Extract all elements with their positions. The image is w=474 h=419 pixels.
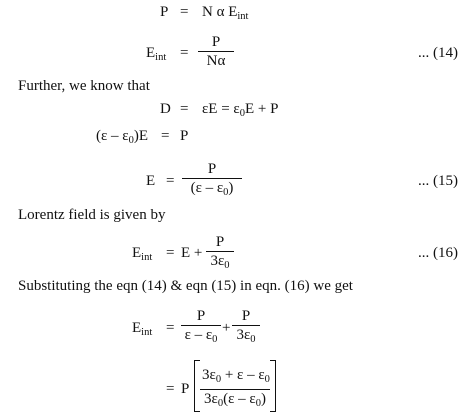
eq16-den-a: 3ε — [210, 253, 225, 269]
eq18-den-sub2: 0 — [255, 398, 261, 409]
rhs-text: N α E — [202, 4, 238, 20]
eq18-numerator — [200, 366, 270, 389]
eq14-number: ... (14) — [418, 45, 458, 61]
eq17-den1-sub: 0 — [212, 334, 218, 345]
eq18-fraction — [200, 366, 270, 413]
eq18-den-b: (ε – ε — [223, 391, 256, 407]
rhs-subscript: int — [237, 11, 249, 22]
eq14-denominator: Nα — [206, 53, 226, 69]
eq14-numerator: P — [211, 34, 221, 50]
eq17-den2-a: 3ε — [236, 327, 251, 343]
eq14-lhs-sub: int — [155, 52, 167, 63]
text-further: Further, we know that — [18, 78, 150, 94]
line3-rhs-b: E + P — [244, 101, 279, 117]
line4-lhs — [96, 128, 148, 146]
eq17-numerator-1: P — [196, 308, 206, 324]
eq18-den-a: 3ε — [204, 391, 218, 407]
eq18-num-sub1: 0 — [215, 374, 222, 385]
eq16-lhs — [132, 245, 152, 263]
eq14-fraction — [198, 33, 234, 70]
eq15-den-sub: 0 — [223, 187, 229, 198]
eq15-number: ... (15) — [418, 173, 458, 189]
eq17-lhs — [132, 320, 152, 338]
eq17-fraction-2 — [232, 307, 260, 349]
eq18-equals: = — [166, 381, 175, 397]
eq18-P: P — [181, 381, 190, 397]
eq14-lhs-text: E — [146, 45, 156, 61]
eq15-numerator: P — [207, 161, 217, 177]
line4-lhs-sub: 0 — [128, 135, 134, 146]
line3-rhs — [202, 101, 278, 119]
line4-equals: = — [161, 128, 170, 144]
equation-line-1 — [160, 4, 168, 21]
right-bracket — [270, 360, 276, 412]
eq17-den2-sub: 0 — [250, 334, 256, 345]
eq16-den-sub: 0 — [224, 260, 230, 271]
eq18-num-a: 3ε — [202, 367, 216, 383]
eq15-denominator — [182, 179, 242, 202]
eq15-fraction — [182, 160, 242, 202]
line3-rhs-sub: 0 — [239, 108, 245, 119]
line4-lhs-a: (ε – ε — [96, 128, 129, 144]
eq15-den-a: (ε – ε — [190, 180, 224, 196]
rhs — [202, 4, 248, 22]
line4-lhs-end: )E — [133, 128, 149, 144]
eq17-fraction-1 — [181, 307, 221, 349]
eq15-lhs: E — [146, 173, 156, 189]
eq18-den-c: ) — [260, 391, 266, 407]
eq16-numerator: P — [215, 234, 225, 250]
eq16-denominator — [206, 252, 234, 275]
eq17-denominator-2 — [232, 326, 260, 349]
eq16-fraction — [206, 233, 234, 275]
text-substituting: Substituting the eqn (14) & eqn (15) in eqn. (16) we get — [18, 278, 353, 294]
eq18-num-b: + ε – ε — [221, 367, 265, 383]
eq16-term: E + — [181, 245, 203, 261]
eq18-num-sub2: 0 — [264, 374, 270, 385]
eq17-denominator-1 — [181, 326, 221, 349]
eq16-number: ... (16) — [418, 245, 458, 261]
line3-lhs: D — [160, 101, 171, 117]
eq16-lhs-text: E — [132, 245, 142, 261]
eq18-bracket-group — [194, 360, 276, 412]
eq17-numerator-2: P — [241, 308, 251, 324]
equals-sign: = — [180, 4, 189, 20]
eq17-lhs-text: E — [132, 320, 142, 336]
eq17-equals: = — [166, 320, 175, 336]
eq18-denominator — [200, 390, 270, 413]
eq17-den1-a: ε – ε — [184, 327, 213, 343]
eq16-equals: = — [166, 245, 175, 261]
line3-rhs-a: εE = ε — [202, 101, 240, 117]
text-lorentz: Lorentz field is given by — [18, 207, 166, 223]
line3-equals: = — [180, 101, 189, 117]
eq17-plus: + — [222, 320, 231, 336]
lhs: P — [160, 4, 169, 20]
eq15-equals: = — [166, 173, 175, 189]
line4-rhs: P — [180, 128, 189, 144]
eq17-lhs-sub: int — [141, 327, 153, 338]
eq14-equals: = — [180, 45, 189, 61]
eq16-lhs-sub: int — [141, 252, 153, 263]
eq15-den-b: ) — [228, 180, 234, 196]
eq14-lhs — [146, 45, 166, 63]
eq18-den-sub1: 0 — [217, 398, 224, 409]
